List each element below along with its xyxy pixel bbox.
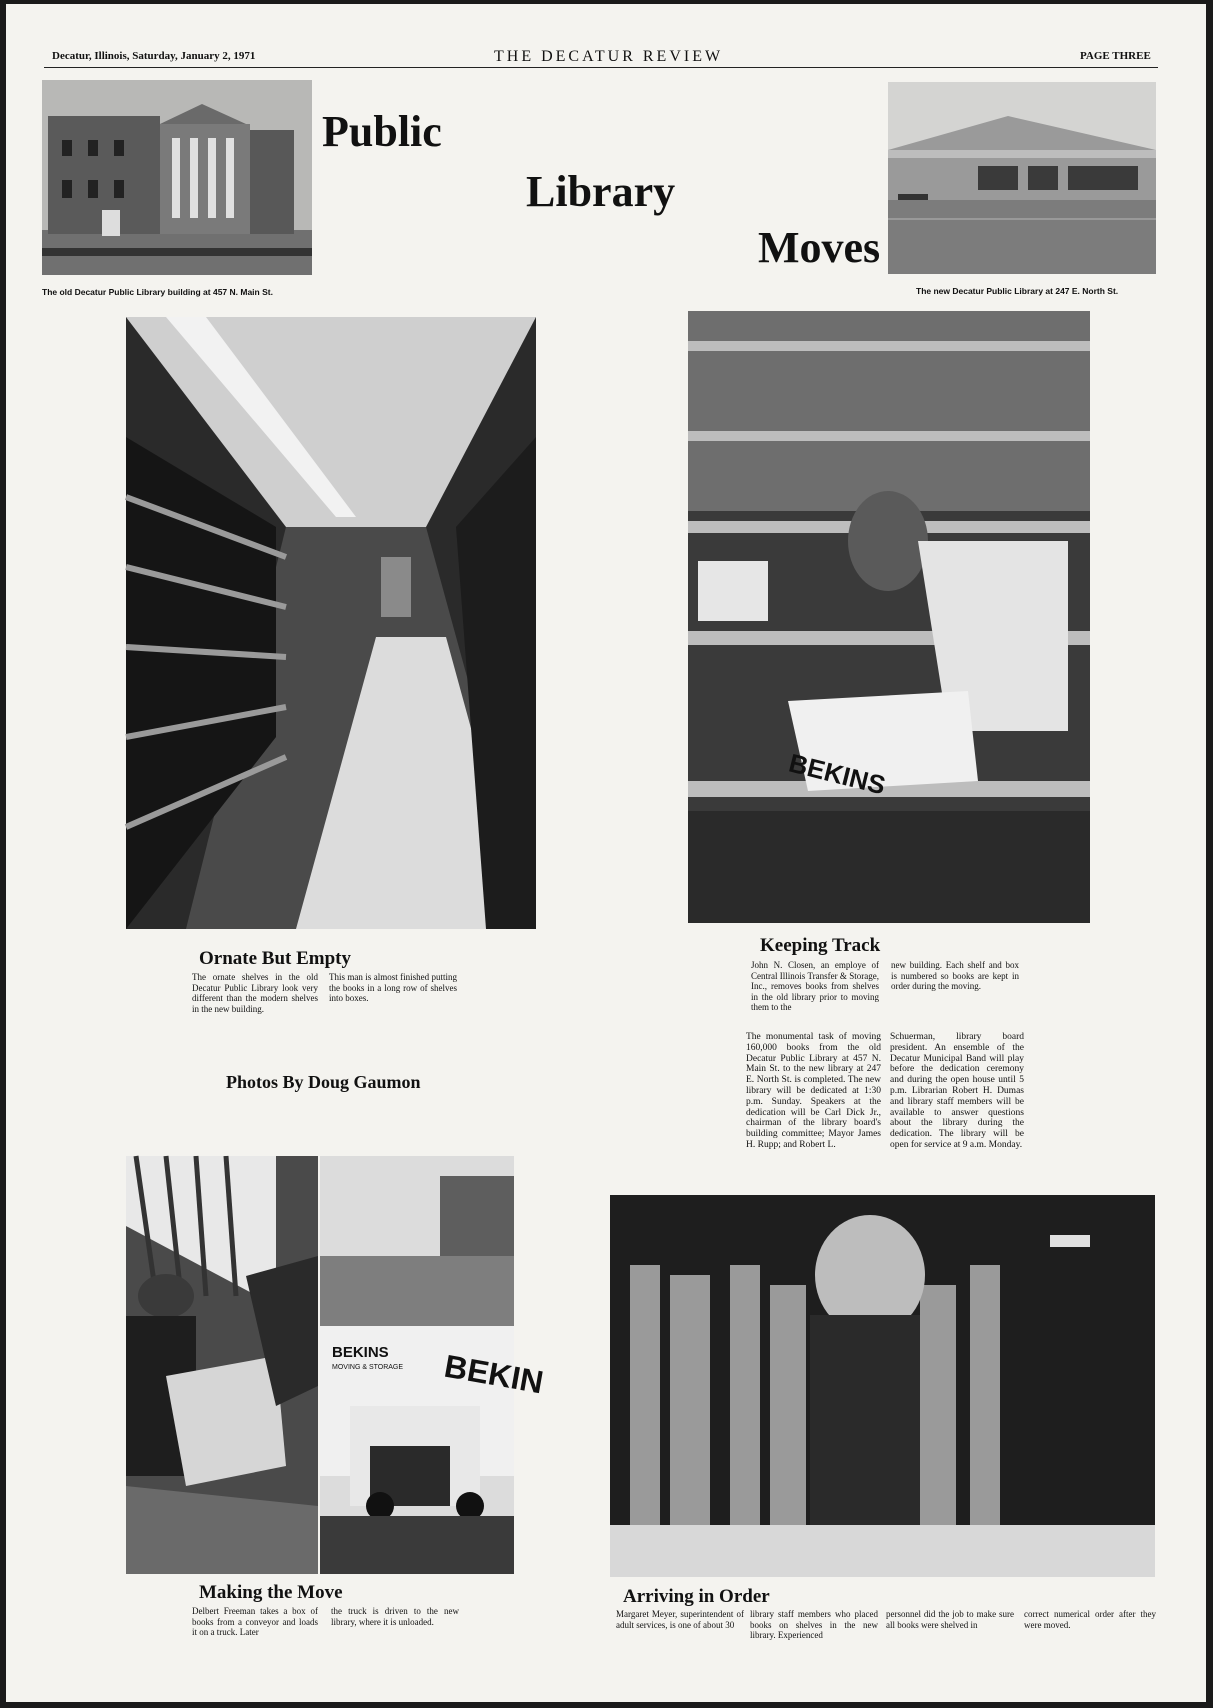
ornate-caption-title: Ornate But Empty [199, 948, 351, 969]
arriving-caption-col4: correct numerical order after they were moved. [1024, 1609, 1156, 1630]
keeping-caption-title: Keeping Track [760, 935, 881, 956]
story-col1: The monumental task of moving 160,000 books from the old Decatur Public Library at 457 N. Main St. to the new library at 247 E. North St. is completed. The new library will be dedicated at 1:30 p.m. Sunday. Speakers at the dedication will be Carl Dick Jr., chairman of the library board's building committee; Mayor James H. Rupp; and Robert L. [746, 1032, 881, 1150]
new-library-photo [888, 82, 1156, 274]
headline-word-moves: Moves [758, 223, 881, 272]
headline-word-library: Library [526, 167, 676, 216]
making-caption-title: Making the Move [199, 1582, 343, 1603]
new-library-caption: The new Decatur Public Library at 247 E. North St. [916, 286, 1119, 296]
page-label: PAGE THREE [1080, 50, 1151, 62]
making-caption-col2: the truck is driven to the new library, where it is unloaded. [331, 1606, 459, 1627]
dateline: Decatur, Illinois, Saturday, January 2, 1971 [52, 50, 256, 62]
paper-name: THE DECATUR REVIEW [494, 48, 724, 65]
keeping-track-photo [688, 311, 1090, 923]
conveyor-photo [126, 1156, 318, 1574]
old-library-photo [42, 80, 312, 275]
arriving-caption-col1: Margaret Meyer, superintendent of adult services, is one of about 30 [616, 1609, 744, 1630]
box-label: BEKINS [785, 747, 889, 801]
keeping-caption-col1: John N. Closen, an employe of Central Illinois Transfer & Storage, Inc., removes books from shelves in the old library prior to moving them to the [751, 960, 879, 1012]
ornate-shelves-photo [126, 317, 536, 929]
ornate-caption-col1: The ornate shelves in the old Decatur Public Library look very different than the modern shelves in the new building. [192, 972, 318, 1014]
truck-sub: MOVING & STORAGE [332, 1364, 404, 1371]
arriving-caption-col3: personnel did the job to make sure all books were shelved in [886, 1609, 1014, 1630]
arriving-photo [610, 1195, 1155, 1577]
photo-credit: Photos By Doug Gaumon [226, 1072, 421, 1092]
making-caption-col1: Delbert Freeman takes a box of books from a conveyor and loads it on a truck. Later [192, 1606, 318, 1637]
newspaper-page [6, 4, 1206, 1702]
truck-brand: BEKINS [332, 1344, 389, 1361]
arriving-caption-col2: library staff members who placed books on shelves in the new library. Experienced [750, 1609, 878, 1640]
ornate-caption-col2: This man is almost finished putting the books in a long row of shelves into boxes. [329, 972, 457, 1003]
old-library-caption: The old Decatur Public Library building at 457 N. Main St. [42, 287, 273, 297]
truck-photo [320, 1156, 547, 1574]
masthead-rule [44, 67, 1158, 68]
headline-word-public: Public [322, 107, 442, 156]
keeping-caption-col2: new building. Each shelf and box is numbered so books are kept in order during the moving. [891, 960, 1019, 991]
truck-side-text: BEKIN [441, 1347, 547, 1401]
story-col2: Schuerman, library board president. An ensemble of the Decatur Municipal Band will play before the dedication ceremony and during the open house until 5 p.m. Librarian Robert H. Dumas and library staff members will be available to answer questions about the library during the dedication. The library will be open for service at 9 a.m. Monday. [890, 1032, 1024, 1150]
arriving-caption-title: Arriving in Order [623, 1586, 770, 1607]
